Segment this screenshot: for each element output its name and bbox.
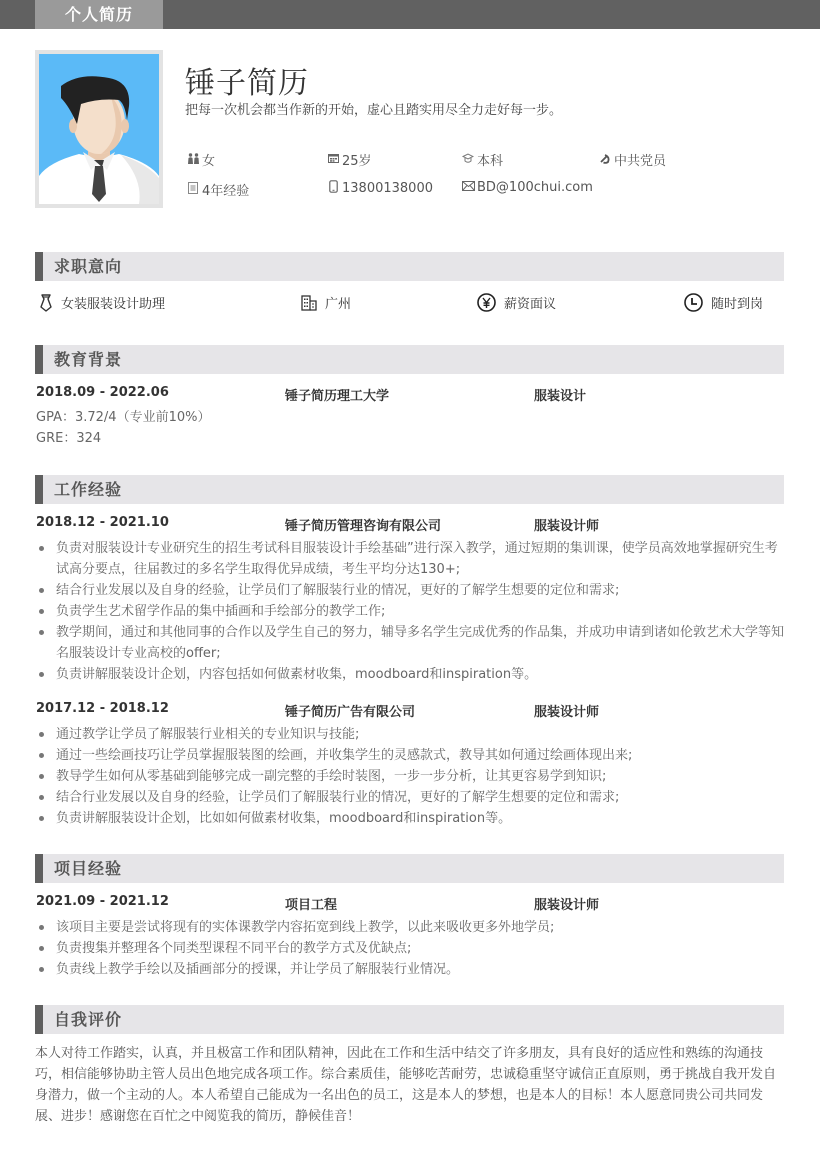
list-item: 教导学生如何从零基础到能够完成一副完整的手绘时装图，一步一步分析，让其更容易学到知识; [35,766,790,787]
education-period: 2018.09 - 2022.06 [36,385,169,400]
info-phone: 13800138000 [326,180,433,196]
intent-city: 广州 [301,293,351,312]
work-company: 锤子简历管理咨询有限公司 [285,519,442,534]
list-item: 该项目主要是尝试将现有的实体课教学内容拓宽到线上教学，以此来吸收更多外地学员; [35,917,790,938]
work-period: 2018.12 - 2021.10 [36,515,169,530]
list-item: 通过教学让学员了解服装行业相关的专业知识与技能; [35,724,790,745]
intent-salary: 薪资面议 [477,293,556,312]
mail-icon [461,181,475,194]
gender-icon [186,153,200,167]
self-evaluation-text: 本人对待工作踏实，认真，并且极富工作和团队精神，因此在工作和生活中结交了许多朋友，具有良好的适应性和熟练的沟通技巧，相信能够协助主管人员出色地完成各项工作。综合素质佳，能够吃苦耐劳，忠诚稳重坚守诚信正直原则，勇于挑战自我开发自身潜力，做一个主动的人。本人希望自己能成为一名出色的员工，这是本人的梦想，也是本人的目标！本人愿意同贵公司共同发展、进步！感谢您在百忙之中阅览我的简历，静候佳音！ [35,1046,777,1124]
work-period: 2017.12 - 2018.12 [36,701,169,716]
education-gpa: GPA：3.72/4（专业前10%） [36,410,211,425]
list-item: 负责讲解服装设计企划，内容包括如何做素材收集，moodboard和inspiration等。 [35,664,790,685]
section-header-self-evaluation: 自我评价 [35,1005,784,1034]
building-icon [301,295,317,311]
resume-tab[interactable]: 个人简历 [35,0,163,29]
work-role: 服装设计师 [534,705,600,720]
clock-icon [684,293,703,312]
info-degree: 本科 [461,150,503,169]
section-header-projects: 项目经验 [35,854,784,883]
intent-position: 女装服装设计助理 [39,293,165,312]
document-icon [186,182,200,197]
section-header-intent: 求职意向 [35,252,784,281]
project-bullets [35,917,790,980]
list-item: 结合行业发展以及自身的经验，让学员们了解服装行业的情况，更好的了解学生想要的定位和需求; [35,787,790,808]
list-item: 负责讲解服装设计企划，比如如何做素材收集，moodboard和inspiration等。 [35,808,790,829]
project-period: 2021.09 - 2021.12 [36,894,169,909]
info-gender: 女 [186,150,215,169]
party-emblem-icon [598,153,612,167]
info-political-status: 中共党员 [598,150,666,169]
list-item: 负责搜集并整理各个同类型课程不同平台的教学方式及优缺点; [35,938,790,959]
project-role: 服装设计师 [534,898,600,913]
list-item: 结合行业发展以及自身的经验，让学员们了解服装行业的情况，更好的了解学生想要的定位和需求; [35,580,790,601]
section-header-work: 工作经验 [35,475,784,504]
work-company: 锤子简历广告有限公司 [285,705,416,720]
mobile-phone-icon [326,180,340,196]
candidate-name: 锤子简历 [185,66,309,101]
list-item: 教学期间，通过和其他同事的合作以及学生自己的努力，辅导多名学生完成优秀的作品集，并成功申请到诸如伦敦艺术大学等知名服装设计专业高校的offer; [35,622,790,664]
list-item: 负责学生艺术留学作品的集中插画和手绘部分的教学工作; [35,601,790,622]
avatar-illustration-icon [39,54,159,204]
work-role: 服装设计师 [534,519,600,534]
avatar[interactable] [39,54,159,204]
work-bullets [35,538,790,685]
work-bullets [35,724,790,829]
graduation-cap-icon [461,153,475,167]
candidate-motto: 把每一次机会都当作新的开始，虚心且踏实用尽全力走好每一步。 [185,103,563,118]
info-email: BD@100chui.com [461,180,593,195]
project-name: 项目工程 [285,898,338,913]
tie-icon [39,294,53,312]
calendar-icon [326,153,340,166]
education-major: 服装设计 [534,389,587,404]
list-item: 通过一些绘画技巧让学员掌握服装图的绘画，并收集学生的灵感款式，教导其如何通过绘画体现出来; [35,745,790,766]
education-school: 锤子简历理工大学 [285,389,390,404]
education-gre: GRE：324 [36,431,102,446]
avatar-frame [35,50,163,208]
list-item: 负责对服装设计专业研究生的招生考试科目服装设计手绘基础”进行深入教学，通过短期的集训课，使学员高效地掌握研究生考试高分要点，往届教过的多名学生取得优异成绩，考生平均分达130+; [35,538,790,580]
info-age: 25岁 [326,150,372,169]
section-header-education: 教育背景 [35,345,784,374]
yen-icon [477,293,496,312]
info-experience: 4年经验 [186,180,249,199]
top-bar [0,0,820,29]
list-item: 负责线上教学手绘以及插画部分的授课，并让学员了解服装行业情况。 [35,959,790,980]
intent-availability: 随时到岗 [684,293,763,312]
